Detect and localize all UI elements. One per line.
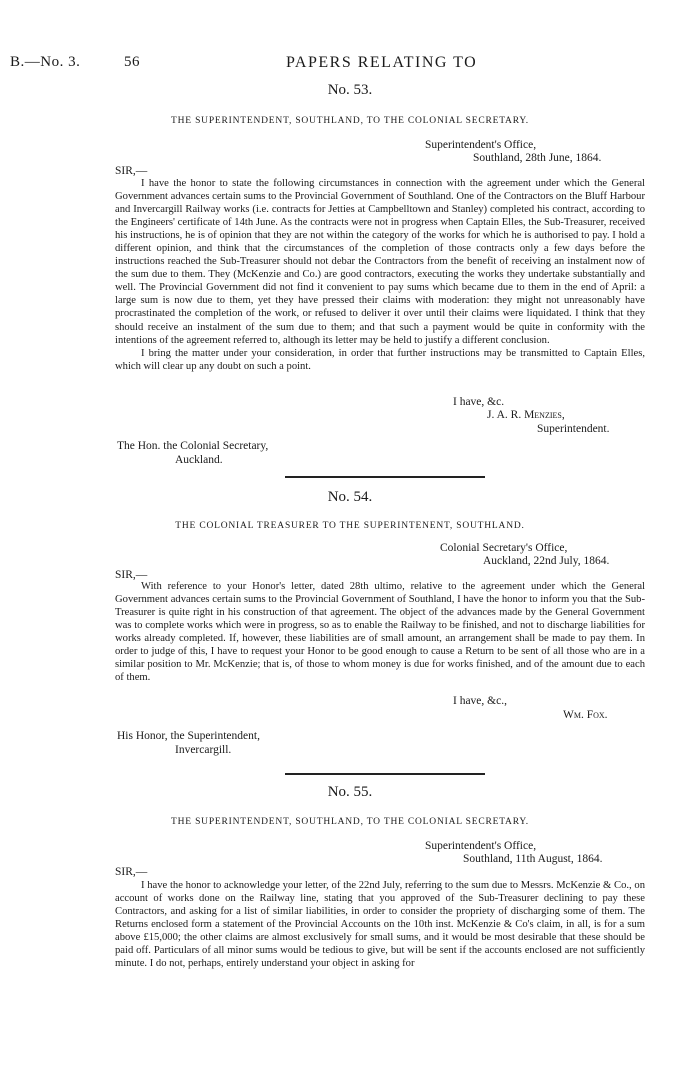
letter-signature-title: Superintendent.	[537, 423, 610, 435]
letter-number: No. 55.	[327, 784, 373, 800]
letter-paragraph: I have the honor to state the following circumstances in connection with the agreement under which the General Government advances certain sums to the Provincial Government of Southland. One of the Contractors on the Bluff Harbour and Invercargill Railway works (i.e. contracts for Jetties at Campbelltown and Stanley) completed his contract, according to the Engineers' certificate of 14th June. As the contracts were not in progress when Captain Elles, the Sub-Treasurer, received his instructions, he is of opinion that they are not within the category of the works for which he is authorised to pay. I hold a different opinion, and think that the circumstances of the completion of those contracts only a few days before the instructions reached the Sub-Treasurer should not debar the Contractors from the benefit of receiving an instalment now of the sum due to them. They (McKenzie and Co.) are good contractors, executing the works they undertake substantially and well. The Provincial Government did not find it convenient to pay sums which became due to them in the end of April: a large sum is now due to them, yet they have pressed their claims with moderation: they might not unreasonably have procrastinated the completion of the work, or refused to deliver it over until their claims were liquidated. I think that they should receive an instalment of the sum due to them; and that such a payment would be quite in conformity with the intentions of the agreement referred to, although its letter may be held to justify a different conclusion.	[115, 178, 645, 346]
letter-signature: J. A. R. Menzies,	[487, 409, 565, 421]
letter-addressee: His Honor, the Superintendent,	[117, 730, 260, 742]
letter-body	[115, 879, 645, 970]
letter-closing: I have, &c.	[453, 396, 505, 408]
letter-office: Colonial Secretary's Office,	[440, 542, 568, 554]
letter-closing: I have, &c.,	[453, 695, 507, 707]
letter-body	[115, 580, 645, 684]
letter-paragraph: With reference to your Honor's letter, dated 28th ultimo, relative to the agreement under which the General Government advances certain sums to the Provincial Government of Southland, I have the honor to inform you that the Sub-Treasurer is quite right in his construction of that agreement. The object of the advances made by the General Government was to complete works which were in progress, so as to enable the Railway to be finished, and not to discharge liabilities for works already completed. If, however, these liabilities are of small amount, an arrangement shall be made to pay them. In order to judge of this, I have to request your Honor to be good enough to cause a Return to be sent of all those who are in a similar position to Mr. McKenzie; that is, of those to whom money is due for works finished, and of the amount due to each of them.	[115, 581, 645, 684]
letter-number: No. 53.	[327, 82, 373, 98]
letter-paragraph: I have the honor to acknowledge your letter, of the 22nd July, referring to the sum due to Messrs. McKenzie & Co., on account of works done on the Railway line, stating that you approved of the Sub-Treasurer declining to pay these Contractors, and asking for a list of similar liabilities, in order to consider the propriety of discharging some of them. The Returns enclosed form a statement of the Provincial Accounts on the 10th inst. McKenzie & Co's claim, in all, is for a sum above £15,000; the other claims are almost exclusively for small sums, and it would be most desirable that these should be paid off. Particulars of all minor sums would be tedious to give, but will be sent if the accounts enclosed are not sufficiently minute. I do not, perhaps, entirely understand your object in asking for	[115, 880, 645, 970]
letter-date: Southland, 11th August, 1864.	[463, 853, 603, 865]
letter-paragraph: I bring the matter under your consideration, in order that further instructions may be transmitted to Captain Elles, which will clear up any doubt on such a point.	[115, 347, 645, 372]
letter-date: Southland, 28th June, 1864.	[473, 152, 602, 164]
letter-salutation: SIR,—	[115, 569, 148, 581]
letter-heading: THE COLONIAL TREASURER TO THE SUPERINTENENT, SOUTHLAND.	[175, 521, 525, 531]
letter-office: Superintendent's Office,	[425, 840, 537, 852]
page-number: 56	[124, 54, 140, 70]
letter-heading: THE SUPERINTENDENT, SOUTHLAND, TO THE COLONIAL SECRETARY.	[171, 817, 529, 827]
letter-addressee: The Hon. the Colonial Secretary,	[117, 440, 269, 452]
letter-salutation: SIR,—	[115, 866, 148, 878]
letter-salutation: SIR,—	[115, 165, 148, 177]
letter-date: Auckland, 22nd July, 1864.	[483, 555, 610, 567]
letter-addressee: Invercargill.	[175, 744, 232, 756]
letter-body	[115, 177, 645, 373]
page-title: PAPERS RELATING TO	[286, 54, 478, 71]
letter-number: No. 54.	[327, 489, 373, 505]
report-reference: B.—No. 3.	[10, 54, 81, 70]
section-divider	[285, 773, 485, 775]
letter-heading: THE SUPERINTENDENT, SOUTHLAND, TO THE COLONIAL SECRETARY.	[171, 116, 529, 126]
letter-addressee: Auckland.	[175, 454, 223, 466]
letter-office: Superintendent's Office,	[425, 139, 537, 151]
letter-signature: Wm. Fox.	[563, 709, 608, 721]
section-divider	[285, 476, 485, 478]
